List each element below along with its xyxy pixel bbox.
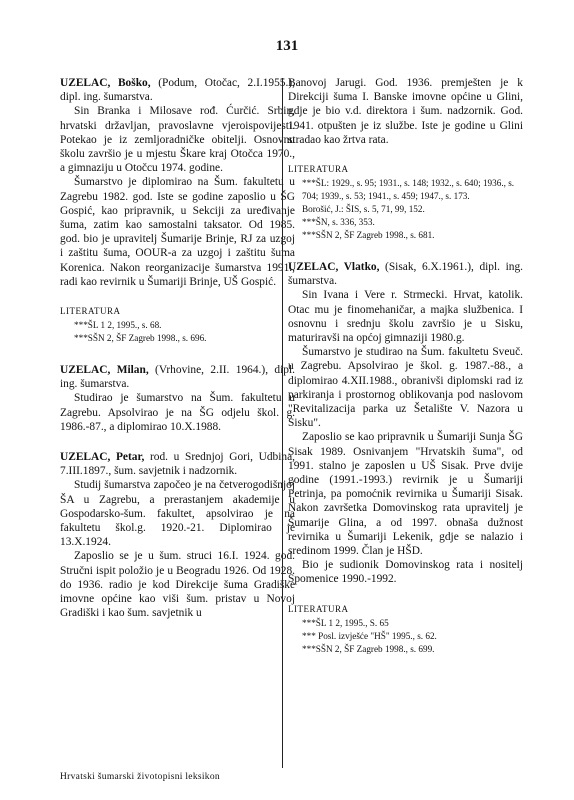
literature-block: [288, 163, 523, 242]
entry-head-text: rod. u Srednjoj Gori, Udbina, 7.III.1897., šum. savjetnik i nadzornik.: [60, 451, 295, 478]
running-footer: Hrvatski šumarski životopisni leksikon: [60, 772, 220, 782]
entry-paragraph: Bio je sudionik Domovinskog rata i nositelj Spomenice 1990.-1992.: [288, 559, 523, 586]
entry-heading: [60, 450, 295, 478]
entry-paragraph: Sin Ivana i Vere r. Strmecki. Hrvat, katolik. Otac mu je finomehaničar, a majka službenica. I osnovnu i srednju školu završio je u Sisku, maturiravši na općoj gimnaziji 1980.g.: [288, 289, 523, 345]
column-divider: [282, 78, 283, 768]
entry-heading: [60, 363, 295, 391]
entry-heading: [60, 76, 295, 104]
literature-block: [60, 305, 295, 345]
entry-paragraph: Zaposlio se je u šum. struci 16.I. 1924. god. Stručni ispit položio je u Beogradu 1926. Od 1928. do 1936. radio je kod Direkcije šuma Gradiške imovne općine kao viši šum. pristav u Novoj Gradiški i kao šum. savjetnik u: [60, 550, 295, 620]
left-column: [60, 76, 295, 637]
entry-paragraph: Studij šumarstva započeo je na četverogodišnjoj ŠA u Zagrebu, a prerastanjem akademije u Gospodarsko-šum. fakultet, apsolvirao je na fakultetu škol.g. 1920.-21. Diplomirao je 13.X.1924.: [60, 479, 295, 549]
entry-name: UZELAC, Petar,: [60, 451, 145, 464]
literature-ref: ***SŠN 2, ŠF Zagreb 1998., s. 696.: [74, 333, 207, 344]
entry-uzelac-petar: [60, 450, 295, 620]
entry-uzelac-vlatko: [288, 260, 523, 587]
entry-paragraph: Sin Branka i Milosave rođ. Ćurčić. Srbin, hrvatski državljan, pravoslavne vjeroispovijesti. Potekao je iz zemljoradničke obitelji. Osnovnu školu završio je u mjestu Škare kraj Otočca 1970., a gimnaziju u Otočcu 1974. godine.: [60, 105, 295, 175]
literature-ref: ***SŠN 2, ŠF Zagreb 1998., s. 699.: [302, 643, 435, 654]
literature-ref: *** Posl. izvješće "HŠ" 1995., s. 62.: [302, 630, 437, 641]
literature-title: LITERATURA: [288, 164, 349, 175]
entry-uzelac-milan: [60, 363, 295, 434]
literature-title: LITERATURA: [60, 306, 121, 317]
literature-ref: ***SŠN 2, ŠF Zagreb 1998., s. 681.: [302, 230, 435, 241]
entry-head-text: (Podum, Otočac, 2.I.1955.), dipl. ing. šumarstva.: [60, 77, 295, 104]
literature-ref: ***ŠL: 1929., s. 95; 1931., s. 148; 1932., s. 640; 1936., s. 704; 1939., s. 53; 1941., s. 459; 1947., s. 173.: [302, 178, 515, 202]
literature-block: [288, 603, 523, 656]
entry-name: UZELAC, Milan,: [60, 364, 149, 377]
entry-continuation: [288, 76, 523, 147]
entry-head-text: (Vrhovine, 2.II. 1964.), dipl. ing. šumarstva.: [60, 364, 296, 391]
page-number: 131: [275, 38, 299, 54]
entry-paragraph: Studirao je šumarstvo na Šum. fakultetu u Zagrebu. Apsolvirao je na ŠG odjelu škol. g. 1986.-87., a diplomirao 10.X.1988.: [60, 392, 295, 433]
entry-name: UZELAC, Boško,: [60, 77, 151, 89]
literature-ref: ***ŠL 1 2, 1995., S. 65: [302, 617, 389, 628]
literature-ref: Borošić, J.: ŠIS, s. 5, 71, 99, 152.: [302, 204, 425, 215]
entry-uzelac-bosko: [60, 76, 295, 289]
entry-paragraph: Zaposlio se kao pripravnik u Šumariji Sunja ŠG Sisak 1989. Osnivanjem "Hrvatskih šuma", od 1991. stalno je zaposlen u UŠ Sisak. Prve dvije godine (1991.-1993.) revirnik je u Šumariji Petrinja, pa pomoćnik revirnika u Šumariji Sisak. Nakon završetka Domovinskog rata upravitelj je Šumarije Glina, a od 1997. obnaša dužnost revirnika u Šumariji Lekenik, gdje se nalazio i sredinom 1999. Član je HŠD.: [288, 431, 523, 558]
entry-head-text: (Sisak, 6.X.1961.), dipl. ing. šumarstva.: [288, 261, 524, 288]
entry-paragraph: Šumarstvo je studirao na Šum. fakultetu Sveuč. u Zagrebu. Apsolvirao je škol. g. 1987.-88., a diplomirao 4.XII.1988., obranivši diplomski rad iz parkiranja i prostornog oblikovanja pod naslovom "Revitalizacija parka uz Šetalište V. Nazora u Sisku".: [288, 346, 523, 430]
entry-name: UZELAC, Vlatko,: [288, 261, 380, 274]
literature-title: LITERATURA: [288, 603, 349, 614]
entry-heading: [288, 260, 523, 288]
entry-paragraph: Šumarstvo je diplomirao na Šum. fakultetu u Zagrebu 1982. god. Iste se godine zaposlio u ŠG Gospić, kao pripravnik, u Sekciji za uređivanje šuma, zatim kao samostalni taksator. Od 1985. god. bio je upravitelj Šumarije Brinje, RJ za uzgoj i zaštitu šuma, OOUR-a za uzgoj i zaštitu šuma Korenica. Nakon reorganizacije šumarstva 1991., radi kao revirnik u Šumariji Brinje, UŠ Gospić.: [60, 176, 295, 288]
right-column: [288, 76, 523, 674]
continuation-paragraph: Banovoj Jarugi. God. 1936. premješten je k Direkciji šuma I. Banske imovne općine u Glini, gdje je bio v.d. direktora i šum. nadzornik. God. 1941. otpušten je iz službe. Iste je godine u Glini stradao kao žrtva rata.: [288, 77, 523, 146]
literature-ref: ***ŠN, s. 336, 353.: [302, 217, 375, 228]
literature-ref: ***ŠL 1 2, 1995., s. 68.: [74, 320, 162, 331]
